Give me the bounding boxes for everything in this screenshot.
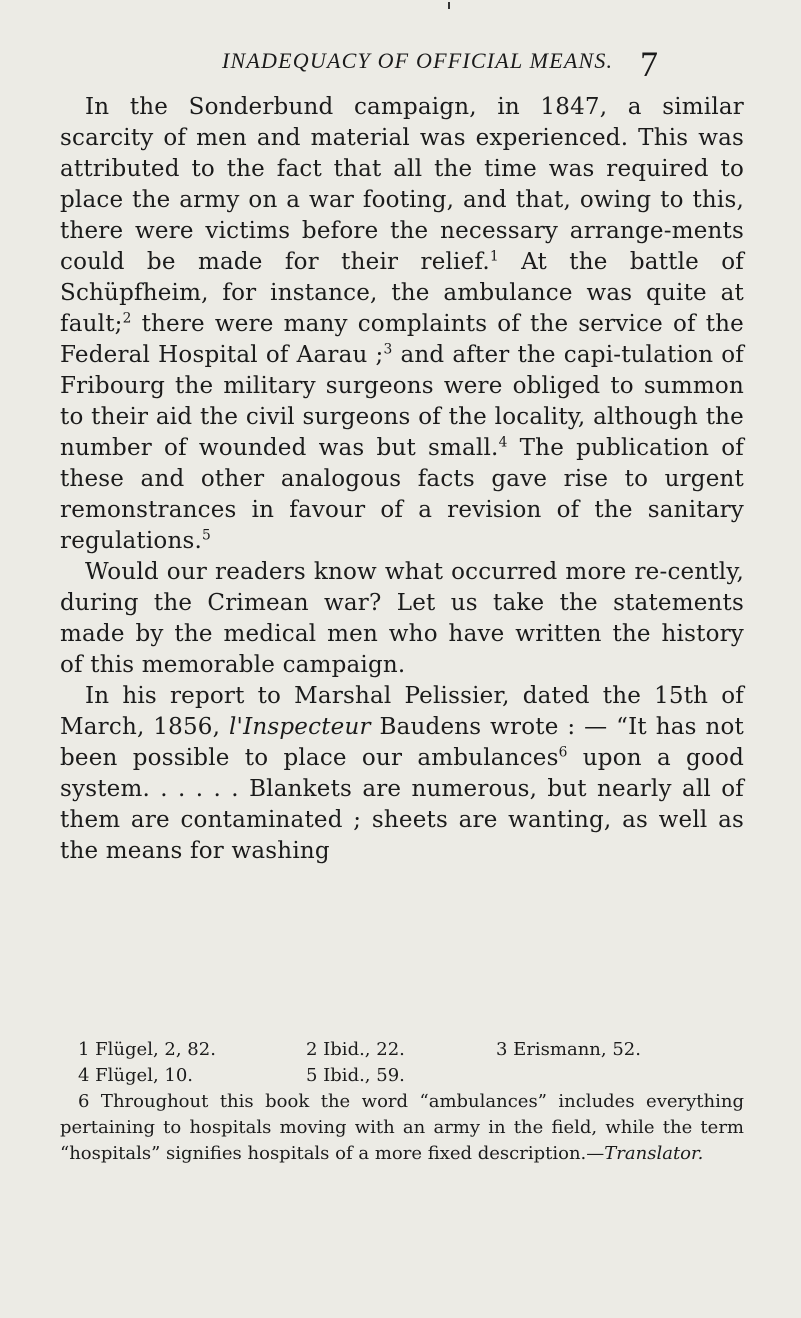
footnote: 3 Erismann, 52. [496,1039,641,1060]
running-head [222,44,742,94]
footnote-ref: 5 [201,527,211,544]
footnote-ref: 1 [489,248,499,265]
body-text [60,92,744,867]
footnote-ref: 3 [383,341,393,358]
footnote-row [60,1037,744,1063]
running-title: INADEQUACY OF OFFICIAL MEANS. [222,48,614,73]
paragraph: Would our readers know what occurred more re-cently, during the Crimean war? Let us take the statements made by the medical men who have written the history of this memorable campaign. [60,559,744,678]
footnote: 1 Flügel, 2, 82. [78,1039,216,1060]
footnote [60,1089,744,1167]
footnote: 4 Flügel, 10. [78,1065,194,1086]
footnote-row [60,1063,744,1089]
page-number: 7 [640,44,658,84]
text-run: The publication of these and other analogous facts gave rise to urgent remonstrances in favour of a revision of the sanitary regulations. [60,435,744,554]
text-run: upon a good system. . . . . . Blankets are numerous, but nearly all of them are contaminated ; sheets are wanting, as well as the means for washing [60,745,744,864]
translator-credit: Translator. [604,1143,704,1164]
text-run: Baudens wrote : — “It has not been possible to place our ambulances [60,714,744,771]
paragraph [60,681,744,867]
footnote: 5 Ibid., 59. [306,1065,405,1086]
text-run: In his report to Marshal Pelissier, dated the 15th of March, 1856, [60,683,744,740]
footnote-ref: 6 [558,744,568,761]
footnote: 2 Ibid., 22. [306,1039,405,1060]
footnote-text: 6 Throughout this book the word “ambulances” includes everything pertaining to hospitals moving with an army in the field, while the term “hospitals” signifies hospitals of a more fixed description.— [60,1091,744,1164]
footnote-ref: 2 [122,310,132,327]
italic-text: l'Inspecteur [229,714,371,740]
footnotes [60,1037,744,1167]
footnote-ref: 4 [498,434,508,451]
paragraph [60,92,744,557]
text-run: At the battle of Schüpfheim, for instance, the ambulance was quite at fault; [60,249,745,337]
text-run: and after the capi-tulation of Fribourg the military surgeons were obliged to summon to their aid the civil surgeons of the locality, although the number of wounded was but small. [60,342,744,461]
text-run: In the Sonderbund campaign, in 1847, a similar scarcity of men and material was experienced. This was attributed to the fact that all the time was required to place the army on a war footing, and that, owing to this, there were victims before the necessary arrange-ments could be made for their relief. [60,94,744,275]
print-mark [448,2,450,9]
text-run: there were many complaints of the service of the Federal Hospital of Aarau ; [60,311,744,368]
